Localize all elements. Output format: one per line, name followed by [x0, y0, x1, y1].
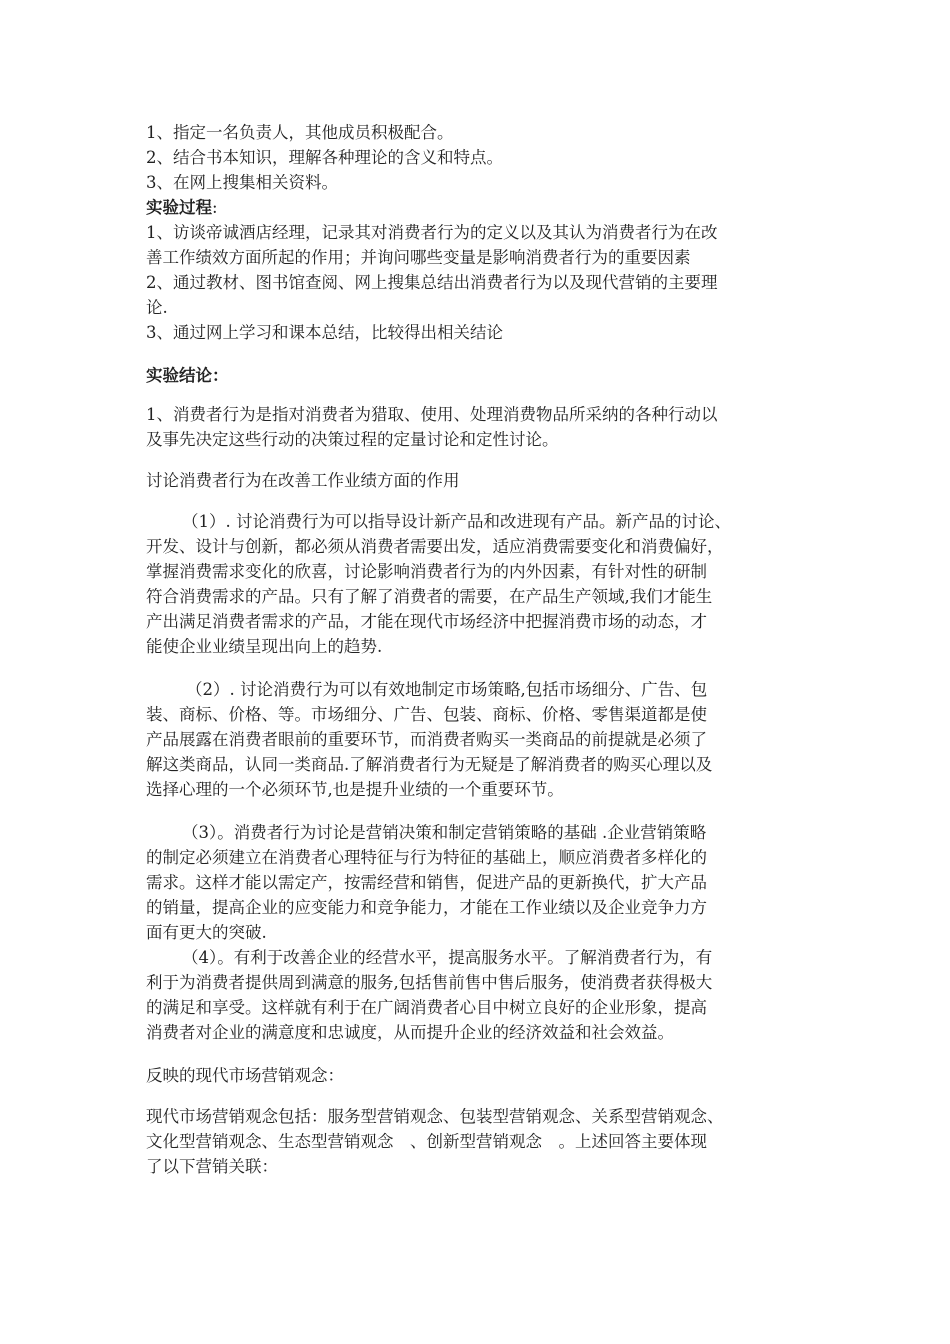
- paragraph-line: （2）. 讨论消费行为可以有效地制定市场策略,包括市场细分、广告、包: [186, 680, 708, 699]
- paragraph-3: [146, 820, 816, 945]
- paragraph-line: 文化型营销观念、生态型营销观念 、创新型营销观念 。上述回答主要体现: [146, 1132, 707, 1151]
- document-page: [146, 120, 816, 1179]
- modern-heading: 反映的现代市场营销观念：: [146, 1066, 344, 1085]
- definition-paragraph: [146, 402, 816, 452]
- paragraph-line: （1）. 讨论消费行为可以指导设计新产品和改进现有产品。新产品的讨论、: [182, 512, 731, 531]
- prep-item: 3、在网上搜集相关资料。: [146, 173, 338, 192]
- paragraph-line: （4）。有利于改善企业的经营水平，提高服务水平。了解消费者行为，有: [182, 948, 713, 967]
- paragraph-line: 解这类商品，认同一类商品.了解消费者行为无疑是了解消费者的购买心理以及: [146, 755, 713, 774]
- paragraph-line: 利于为消费者提供周到满意的服务,包括售前售中售后服务，使消费者获得极大: [146, 973, 713, 992]
- paragraph-4: [146, 945, 816, 1045]
- paragraph-line: 的满足和享受。这样就有利于在广阔消费者心目中树立良好的企业形象，提高: [146, 998, 707, 1017]
- process-section: [146, 220, 816, 345]
- paragraph-1: [146, 509, 816, 659]
- paragraph-line: 符合消费需求的产品。只有了解了消费者的需要，在产品生产领域,我们才能生: [146, 587, 713, 606]
- process-heading: 实验过程: [146, 198, 212, 217]
- process-line: 2、通过教材、图书馆查阅、网上搜集总结出消费者行为以及现代营销的主要理: [146, 273, 718, 292]
- prep-item: 2、结合书本知识，理解各种理论的含义和特点。: [146, 148, 503, 167]
- conclusion-heading: 实验结论：: [146, 366, 229, 385]
- prep-list: [146, 120, 816, 195]
- paragraph-line: 现代市场营销观念包括：服务型营销观念、包装型营销观念、关系型营销观念、: [146, 1107, 724, 1126]
- paragraph-line: 选择心理的一个必须环节,也是提升业绩的一个重要环节。: [146, 780, 564, 799]
- paragraph-line: 装、商标、价格、等。市场细分、广告、包装、商标、价格、零售渠道都是使: [146, 705, 707, 724]
- prep-item: 1、指定一名负责人，其他成员积极配合。: [146, 123, 454, 142]
- paragraph-line: 开发、设计与创新，都必须从消费者需要出发，适应消费需要变化和消费偏好，: [146, 537, 724, 556]
- process-heading-colon: :: [212, 198, 218, 217]
- role-subheading: 讨论消费者行为在改善工作业绩方面的作用: [146, 471, 460, 490]
- paragraph-line: 需求。这样才能以需定产，按需经营和销售，促进产品的更新换代，扩大产品: [146, 873, 707, 892]
- paragraph-line: 产品展露在消费者眼前的重要环节，而消费者购买一类商品的前提就是必须了: [146, 730, 707, 749]
- paragraph-line: 面有更大的突破.: [146, 923, 267, 942]
- paragraph-line: 的制定必须建立在消费者心理特征与行为特征的基础上，顺应消费者多样化的: [146, 848, 707, 867]
- definition-line: 1、消费者行为是指对消费者为猎取、使用、处理消费物品所采纳的各种行动以: [146, 405, 718, 424]
- process-line: 论.: [146, 298, 168, 317]
- process-line: 1、访谈帝诚酒店经理，记录其对消费者行为的定义以及其认为消费者行为在改: [146, 223, 718, 242]
- paragraph-line: 了以下营销关联：: [146, 1157, 278, 1176]
- process-line: 善工作绩效方面所起的作用；并询问哪些变量是影响消费者行为的重要因素: [146, 248, 691, 267]
- process-heading-line: [146, 195, 816, 220]
- paragraph-line: 掌握消费需求变化的欣喜，讨论影响消费者行为的内外因素，有针对性的研制: [146, 562, 707, 581]
- paragraph-2: [146, 677, 816, 802]
- paragraph-line: （3）。消费者行为讨论是营销决策和制定营销策略的基础 .企业营销策略: [182, 823, 707, 842]
- definition-line: 及事先决定这些行动的决策过程的定量讨论和定性讨论。: [146, 430, 559, 449]
- paragraph-line: 产出满足消费者需求的产品，才能在现代市场经济中把握消费市场的动态，才: [146, 612, 707, 631]
- process-line: 3、通过网上学习和课本总结，比较得出相关结论: [146, 323, 503, 342]
- paragraph-line: 的销量，提高企业的应变能力和竞争能力，才能在工作业绩以及企业竞争力方: [146, 898, 707, 917]
- paragraph-line: 能使企业业绩呈现出向上的趋势.: [146, 637, 383, 656]
- modern-paragraph: [146, 1104, 816, 1179]
- paragraph-line: 消费者对企业的满意度和忠诚度，从而提升企业的经济效益和社会效益。: [146, 1023, 674, 1042]
